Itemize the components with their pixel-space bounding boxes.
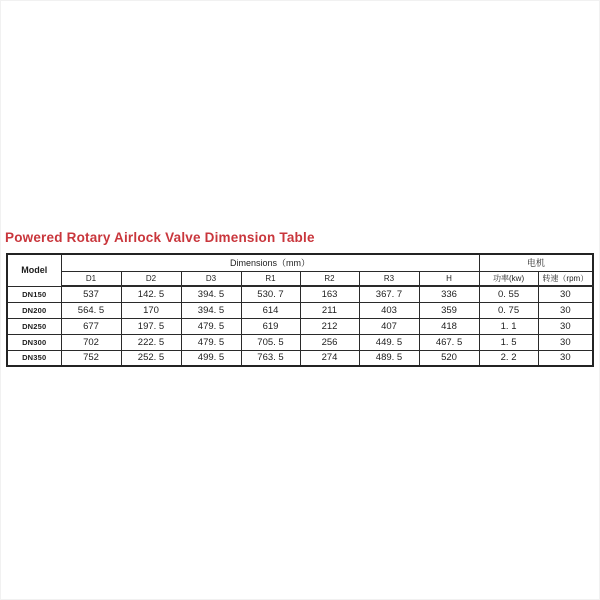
- cell-power: 1. 1: [479, 318, 538, 334]
- column-group-motor: 电机: [479, 254, 593, 271]
- header-sub-row: [7, 271, 593, 286]
- cell-speed: 30: [538, 318, 593, 334]
- model-cell: DN300: [7, 334, 61, 350]
- cell-h: 336: [419, 286, 479, 302]
- dimension-table: [6, 253, 594, 367]
- column-header-d3: D3: [181, 271, 241, 286]
- column-header-r3: R3: [359, 271, 419, 286]
- cell-r2: 256: [300, 334, 359, 350]
- cell-r2: 211: [300, 302, 359, 318]
- cell-d2: 142. 5: [121, 286, 181, 302]
- cell-d1: 752: [61, 350, 121, 366]
- table-row-dn300: [7, 334, 593, 350]
- cell-r3: 489. 5: [359, 350, 419, 366]
- cell-d2: 197. 5: [121, 318, 181, 334]
- column-header-power: 功率(kw): [479, 271, 538, 286]
- cell-d3: 479. 5: [181, 318, 241, 334]
- cell-r2: 212: [300, 318, 359, 334]
- cell-h: 467. 5: [419, 334, 479, 350]
- cell-d3: 394. 5: [181, 302, 241, 318]
- cell-speed: 30: [538, 334, 593, 350]
- cell-power: 0. 55: [479, 286, 538, 302]
- cell-r1: 530. 7: [241, 286, 300, 302]
- table-row-dn200: [7, 302, 593, 318]
- cell-power: 2. 2: [479, 350, 538, 366]
- header-group-row: [7, 254, 593, 271]
- cell-d3: 479. 5: [181, 334, 241, 350]
- table-row-dn150: [7, 286, 593, 302]
- cell-h: 359: [419, 302, 479, 318]
- cell-r1: 614: [241, 302, 300, 318]
- page-title: Powered Rotary Airlock Valve Dimension Table: [5, 230, 315, 245]
- column-header-d2: D2: [121, 271, 181, 286]
- cell-speed: 30: [538, 286, 593, 302]
- column-header-model: Model: [7, 254, 61, 286]
- column-header-r2: R2: [300, 271, 359, 286]
- cell-d2: 222. 5: [121, 334, 181, 350]
- cell-d1: 702: [61, 334, 121, 350]
- cell-d3: 499. 5: [181, 350, 241, 366]
- model-cell: DN150: [7, 286, 61, 302]
- cell-speed: 30: [538, 350, 593, 366]
- cell-r1: 763. 5: [241, 350, 300, 366]
- cell-power: 1. 5: [479, 334, 538, 350]
- table-row-dn250: [7, 318, 593, 334]
- cell-d1: 677: [61, 318, 121, 334]
- cell-r3: 403: [359, 302, 419, 318]
- cell-r1: 705. 5: [241, 334, 300, 350]
- cell-d1: 537: [61, 286, 121, 302]
- cell-r1: 619: [241, 318, 300, 334]
- column-header-speed: 转速（rpm）: [538, 271, 593, 286]
- table-row-dn350: [7, 350, 593, 366]
- column-header-r1: R1: [241, 271, 300, 286]
- cell-r3: 407: [359, 318, 419, 334]
- cell-d2: 252. 5: [121, 350, 181, 366]
- cell-h: 520: [419, 350, 479, 366]
- model-cell: DN350: [7, 350, 61, 366]
- model-cell: DN200: [7, 302, 61, 318]
- cell-r3: 367. 7: [359, 286, 419, 302]
- cell-r3: 449. 5: [359, 334, 419, 350]
- cell-r2: 274: [300, 350, 359, 366]
- cell-d2: 170: [121, 302, 181, 318]
- cell-d1: 564. 5: [61, 302, 121, 318]
- cell-d3: 394. 5: [181, 286, 241, 302]
- cell-r2: 163: [300, 286, 359, 302]
- cell-power: 0. 75: [479, 302, 538, 318]
- column-group-dimensions: Dimensions（mm）: [61, 254, 479, 271]
- column-header-h: H: [419, 271, 479, 286]
- column-header-d1: D1: [61, 271, 121, 286]
- cell-speed: 30: [538, 302, 593, 318]
- cell-h: 418: [419, 318, 479, 334]
- model-cell: DN250: [7, 318, 61, 334]
